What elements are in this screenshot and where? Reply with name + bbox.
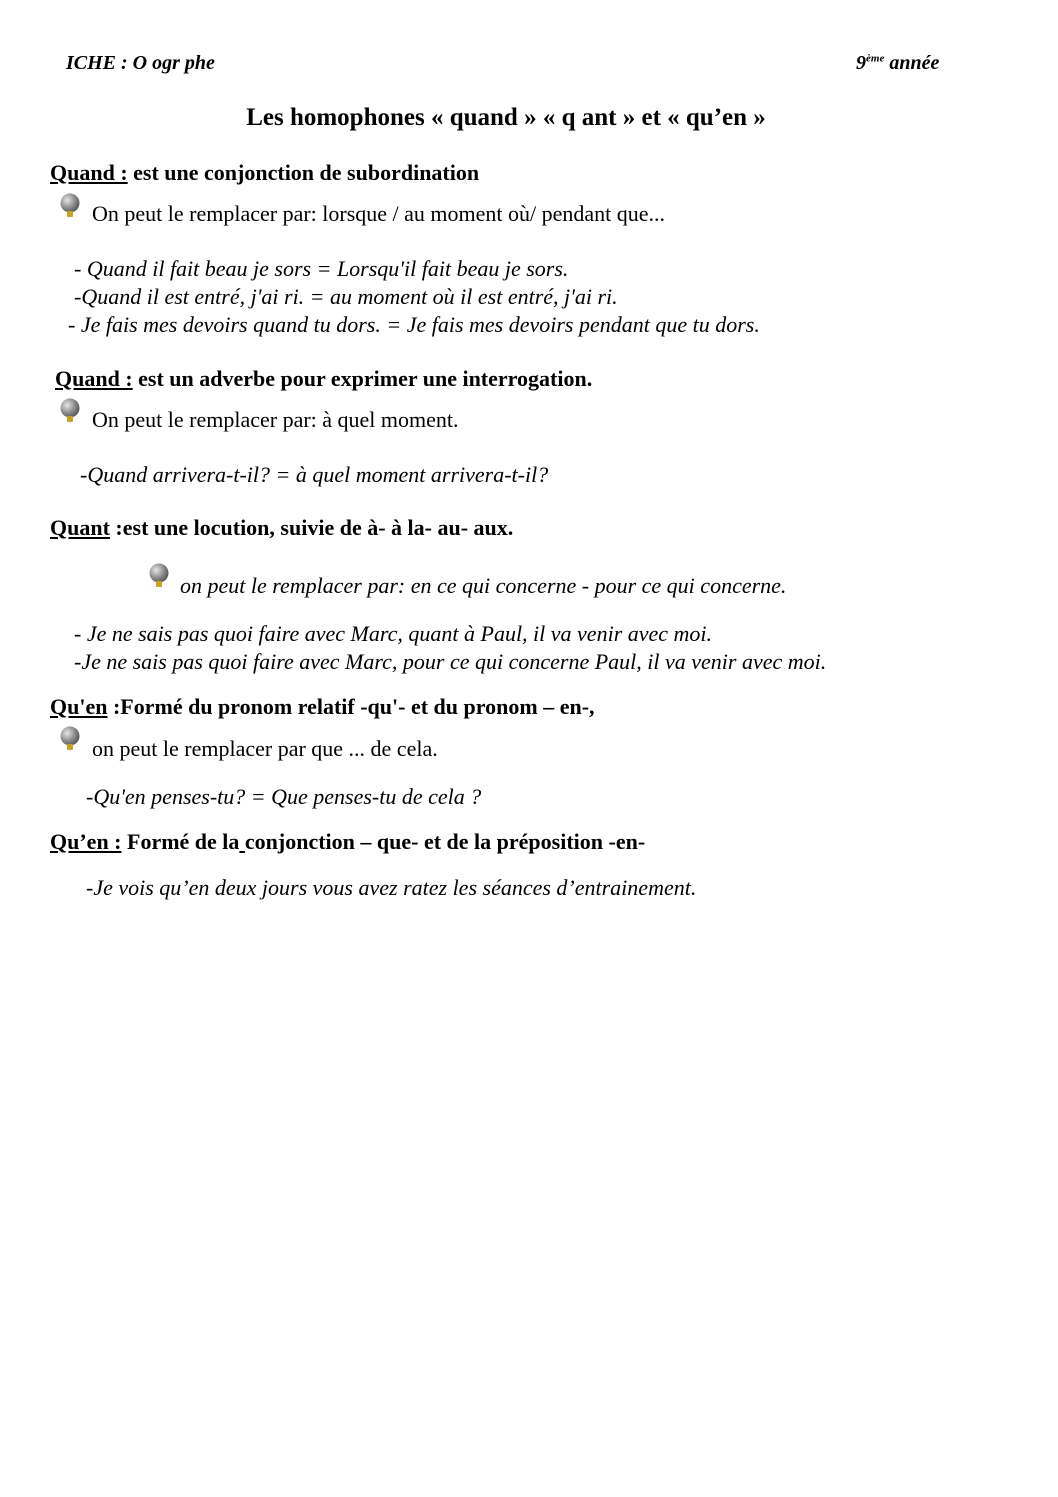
- grade-sup: ème: [866, 52, 885, 65]
- header-left: ICHE : O ogr phe: [66, 52, 215, 74]
- example-line: -Je vois qu’en deux jours vous avez ratez les séances d’entrainement.: [86, 875, 697, 900]
- example-line: - Je ne sais pas quoi faire avec Marc, quant à Paul, il va venir avec moi.: [74, 621, 713, 646]
- example-line: -Qu'en penses-tu? = Que penses-tu de cela ?: [86, 784, 482, 809]
- section-term: Qu'en: [50, 694, 108, 719]
- hint-text: On peut le remplacer par: lorsque / au moment où/ pendant que...: [92, 201, 666, 226]
- grade-number: 9: [856, 52, 866, 74]
- example-line: -Quand arrivera-t-il? = à quel moment arrivera-t-il?: [80, 462, 549, 487]
- hint-text: on peut le remplacer par: en ce qui concerne - pour ce qui concerne.: [180, 573, 787, 598]
- lightbulb-icon: [59, 398, 81, 424]
- section-term: Qu’en :: [50, 829, 122, 854]
- lightbulb-icon: [148, 563, 170, 589]
- header-grade: [856, 52, 939, 75]
- example-line: -Quand il est entré, j'ai ri. = au moment où il est entré, j'ai ri.: [74, 284, 618, 309]
- section-definition: Formé de la: [121, 829, 240, 854]
- section-term: Quand :: [50, 160, 128, 185]
- page-title: Les homophones « quand » « q ant » et « qu’en »: [246, 104, 766, 131]
- section-term: Quant: [50, 515, 110, 540]
- grade-word: année: [889, 52, 940, 74]
- section-heading: [50, 829, 645, 855]
- lightbulb-icon: [59, 193, 81, 219]
- section-heading: [50, 694, 595, 720]
- section-heading: [50, 515, 513, 541]
- section-definition: est un adverbe pour exprimer une interrogation.: [132, 366, 593, 391]
- section-heading: [55, 366, 592, 392]
- section-definition: :Formé du pronom relatif -qu'- et du pronom – en-,: [107, 694, 595, 719]
- section-definition: est une conjonction de subordination: [127, 160, 480, 185]
- section-definition: :est une locution, suivie de à- à la- au- aux.: [109, 515, 514, 540]
- section-term: Quand :: [55, 366, 133, 391]
- section-definition-rest: conjonction – que- et de la préposition -en-: [244, 829, 646, 854]
- section-heading: [50, 160, 479, 186]
- hint-text: On peut le remplacer par: à quel moment.: [92, 407, 459, 432]
- example-line: - Quand il fait beau je sors = Lorsqu'il fait beau je sors.: [74, 256, 569, 281]
- example-line: -Je ne sais pas quoi faire avec Marc, pour ce qui concerne Paul, il va venir avec moi.: [74, 649, 827, 674]
- example-line: - Je fais mes devoirs quand tu dors. = Je fais mes devoirs pendant que tu dors.: [68, 312, 760, 337]
- lightbulb-icon: [59, 726, 81, 752]
- hint-text: on peut le remplacer par que ... de cela.: [92, 736, 438, 761]
